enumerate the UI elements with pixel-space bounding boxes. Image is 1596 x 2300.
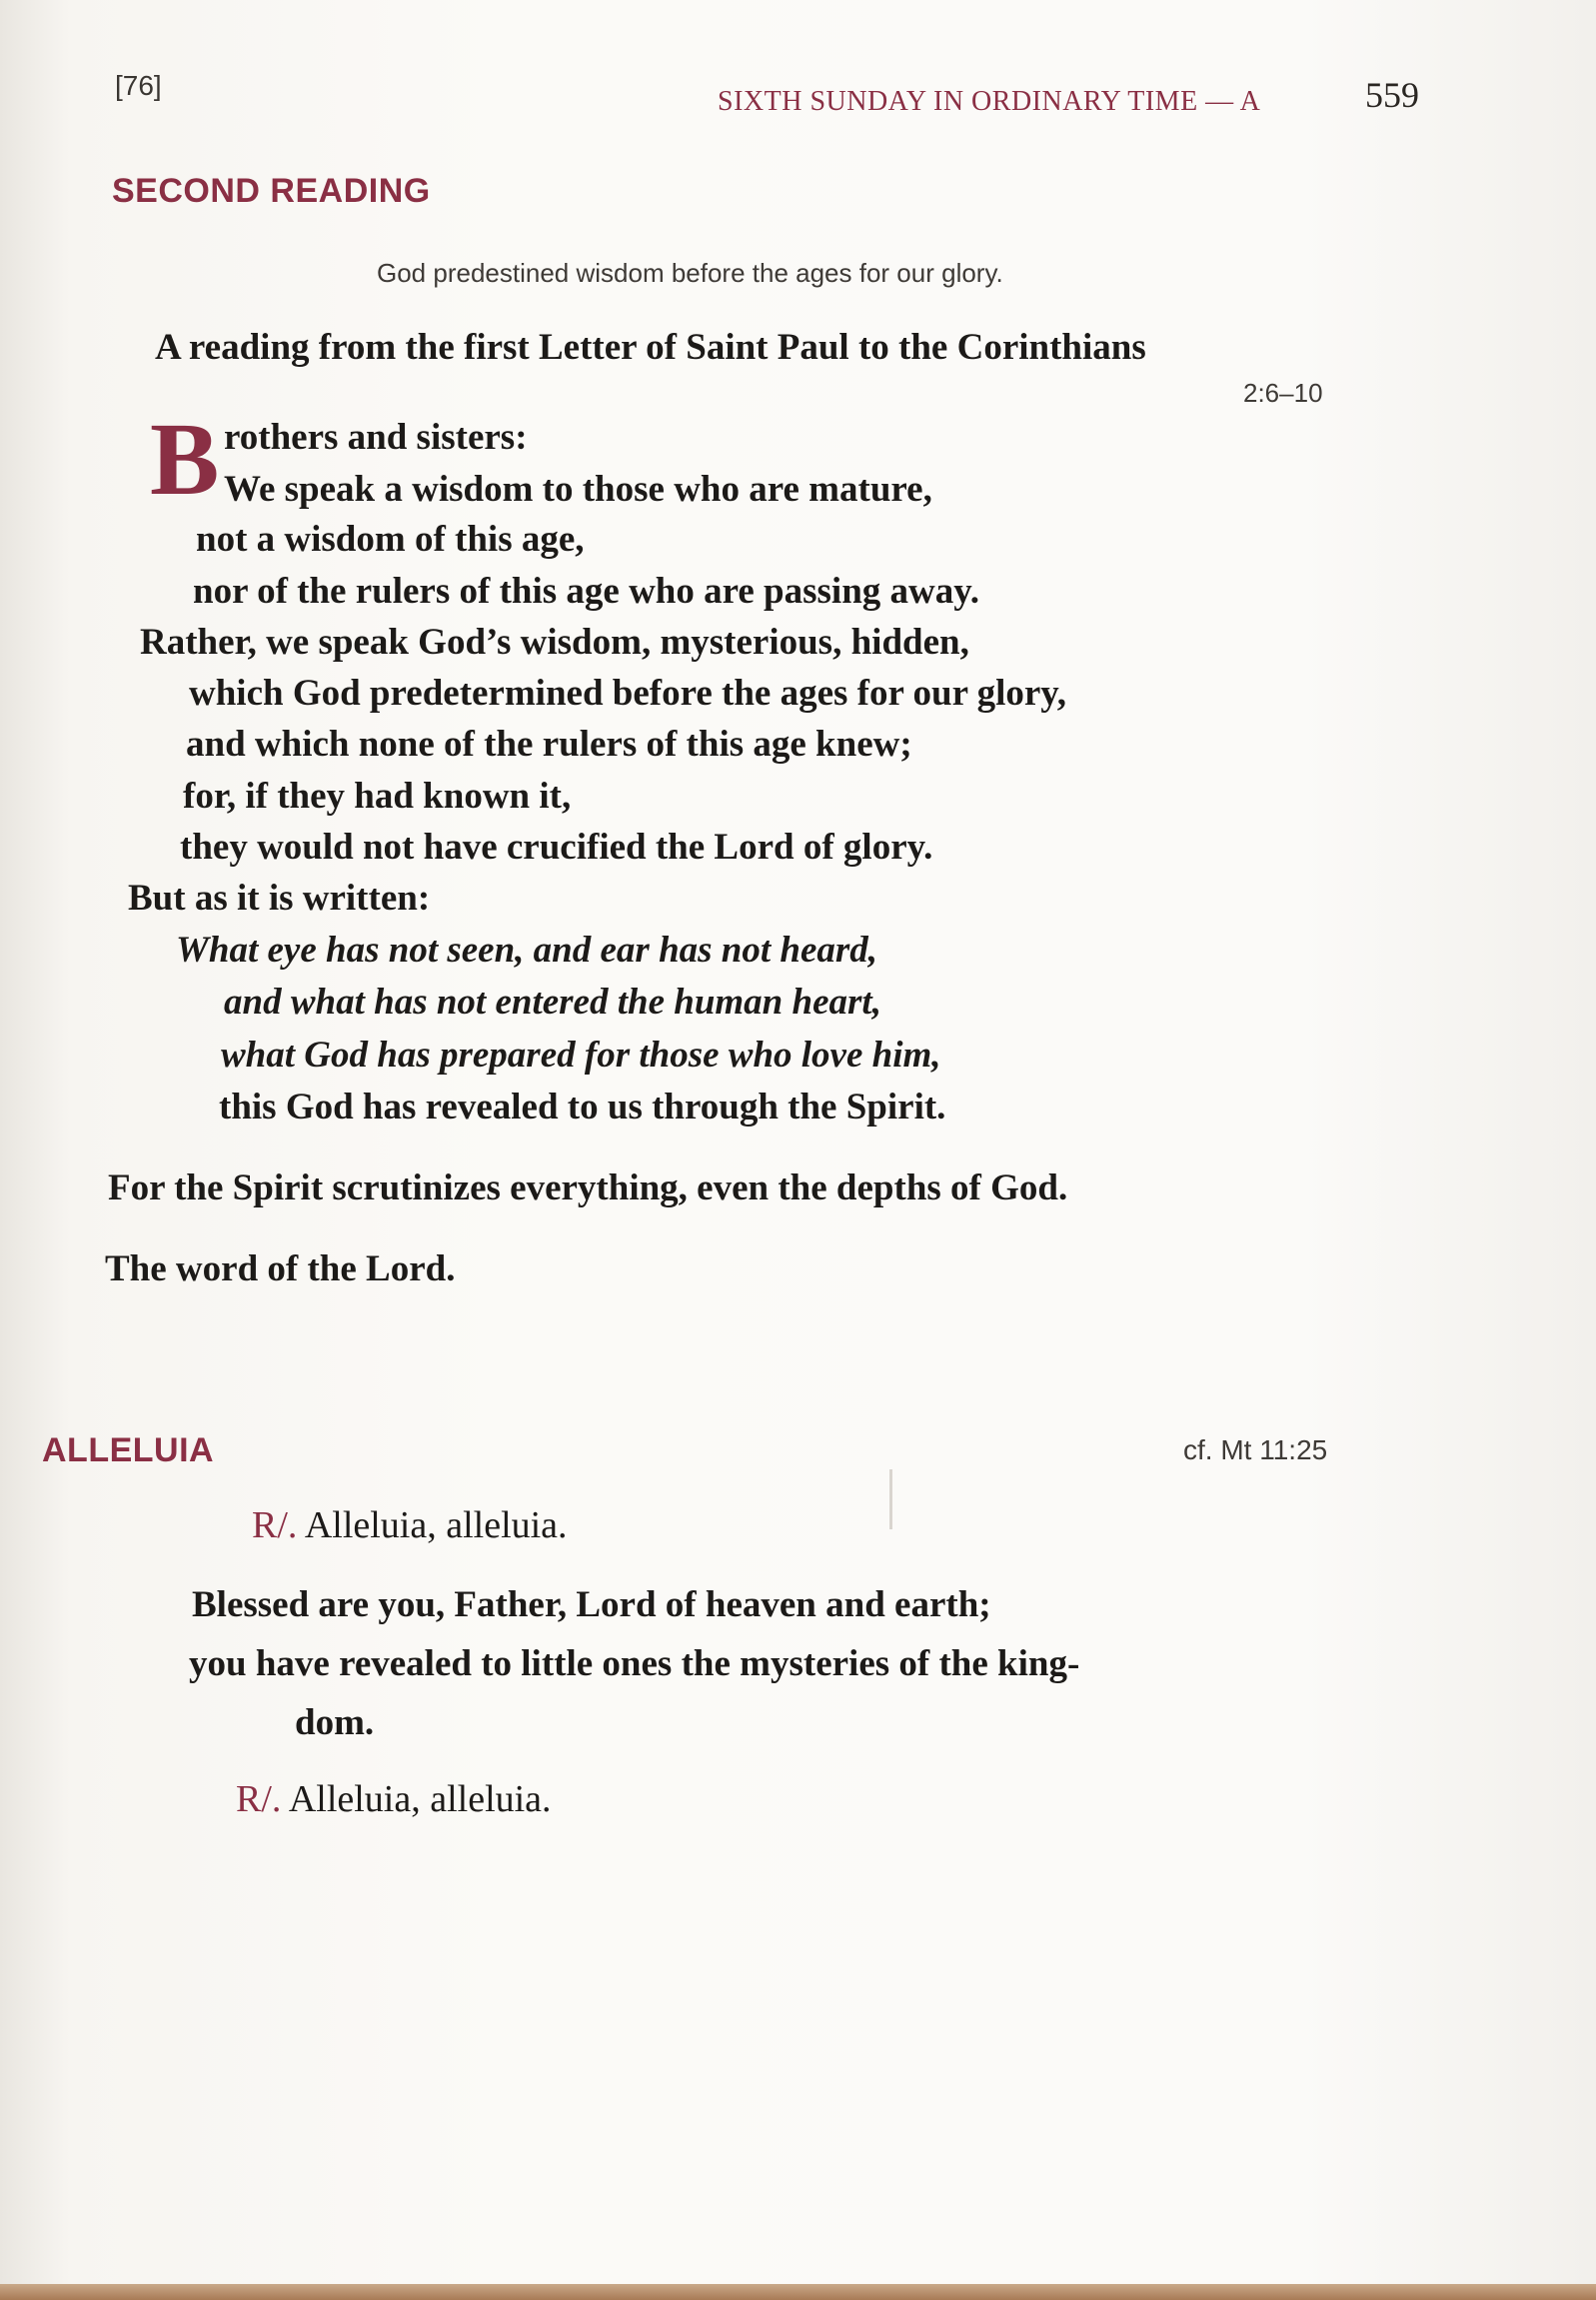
page-number: 559	[1365, 75, 1419, 115]
verse-line: Blessed are you, Father, Lord of heaven and earth;	[192, 1584, 991, 1625]
reading-line: this God has revealed to us through the Spirit.	[219, 1087, 946, 1128]
reading-line: and which none of the rulers of this age knew;	[186, 724, 912, 765]
reading-line: they would not have crucified the Lord of glory.	[180, 827, 933, 868]
page-crease	[889, 1469, 892, 1529]
drop-cap: B	[150, 402, 220, 517]
reading-line: We speak a wisdom to those who are mature,	[224, 469, 932, 510]
reading-line: Rather, we speak God’s wisdom, mysterious, hidden,	[140, 622, 969, 663]
conclusion: The word of the Lord.	[105, 1248, 456, 1289]
closing-line: For the Spirit scrutinizes everything, even the depths of God.	[108, 1167, 1068, 1208]
reading-citation: 2:6–10	[1243, 378, 1323, 408]
response-text: Alleluia, alleluia.	[304, 1504, 568, 1546]
reading-line: which God predetermined before the ages for our glory,	[189, 673, 1066, 714]
response-symbol: R/.	[236, 1778, 282, 1820]
reading-line: nor of the rulers of this age who are passing away.	[193, 571, 979, 612]
quote-line: what God has prepared for those who love him,	[221, 1035, 941, 1076]
alleluia-citation: cf. Mt 11:25	[1183, 1434, 1328, 1465]
response-symbol: R/.	[252, 1504, 298, 1546]
quote-line: and what has not entered the human heart,	[224, 982, 881, 1023]
response	[252, 1503, 568, 1547]
response-text: Alleluia, alleluia.	[288, 1778, 552, 1820]
quote-line: What eye has not seen, and ear has not heard,	[176, 930, 878, 971]
reading-line: not a wisdom of this age,	[196, 519, 585, 560]
reading-intro: A reading from the first Letter of Saint Paul to the Corinthians	[155, 327, 1146, 368]
alleluia-heading: ALLELUIA	[42, 1431, 215, 1469]
reading-line: rothers and sisters:	[224, 417, 528, 458]
page-edge	[0, 2284, 1596, 2300]
running-title: SIXTH SUNDAY IN ORDINARY TIME — A	[718, 86, 1261, 117]
reading-summary: God predestined wisdom before the ages for our glory.	[377, 258, 1003, 288]
verse-line: you have revealed to little ones the mysteries of the king-	[189, 1643, 1080, 1684]
second-reading-heading: SECOND READING	[112, 172, 431, 210]
verse-line: dom.	[295, 1702, 375, 1743]
reading-line: for, if they had known it,	[183, 776, 572, 817]
response	[236, 1777, 552, 1821]
page-reference: [76]	[115, 70, 162, 101]
reading-line: But as it is written:	[128, 878, 431, 919]
